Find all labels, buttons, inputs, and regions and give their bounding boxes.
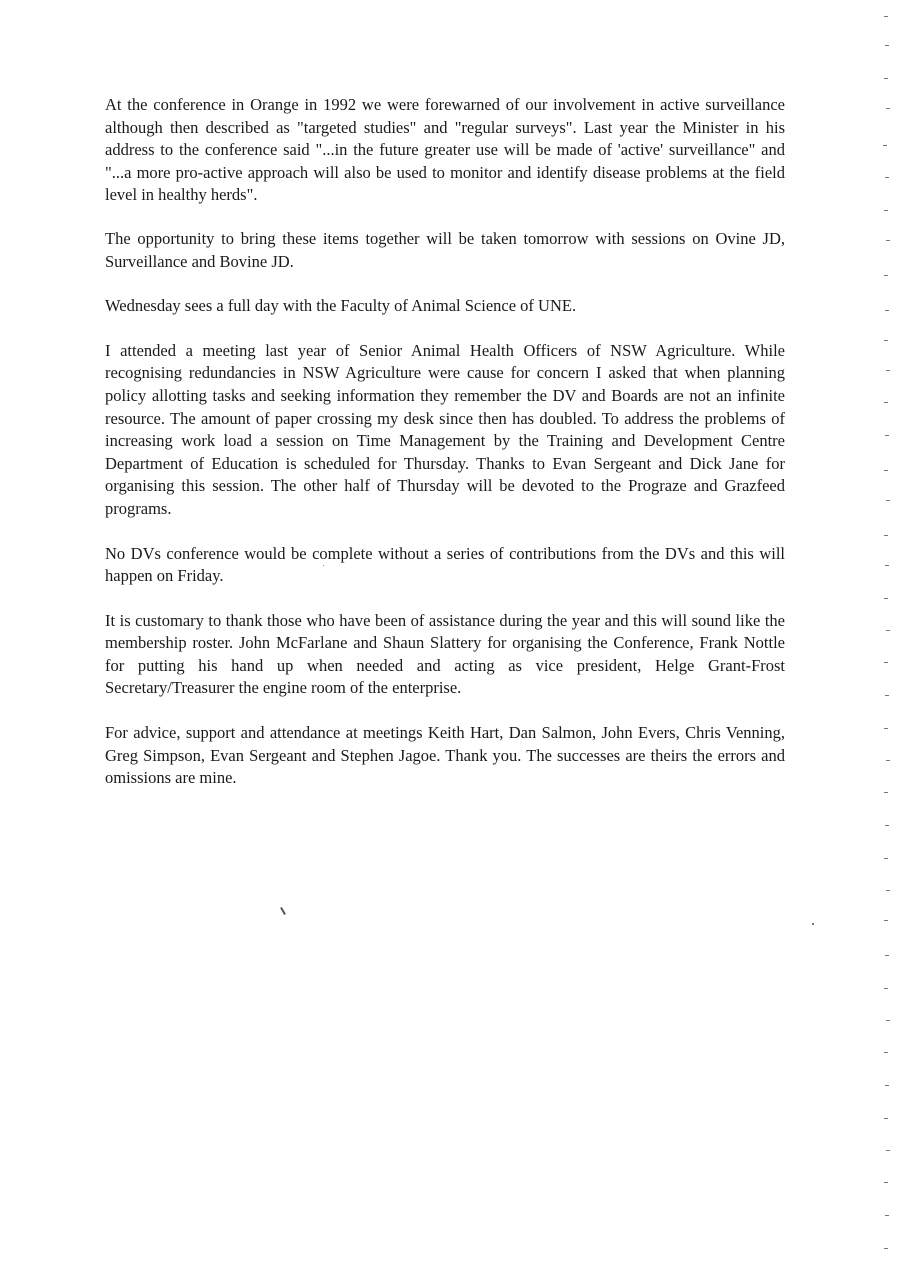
paragraph-advice-support: For advice, support and attendance at meetings Keith Hart, Dan Salmon, John Evers, Chris Venning, Greg Simpson, Evan Sergeant and Stephen Jagoe. Thank you. The successes are theirs the errors and omissions are mine.	[105, 723, 785, 788]
paragraph-meeting: I attended a meeting last year of Senior Animal Health Officers of NSW Agriculture. While recognising redundancies in NSW Agriculture were cause for concern I asked that when planning policy allotting tasks and seeking information they remember the DV and Boards are not an infinite resource. The amount of paper crossing my desk since then has doubled. To address the problems of increasing work load a session on Time Management by the Training and Development Centre Department of Education is scheduled for Thursday. Thanks to Evan Sergeant and Dick Jane for organising this session. The other half of Thursday will be devoted to the Prograze and Grazfeed programs.	[105, 340, 785, 518]
scan-stray-dot	[323, 565, 324, 566]
paragraph-thanks: It is customary to thank those who have been of assistance during the year and this will sound like the membership roster. John McFarlane and Shaun Slattery for organising the Conference, Frank Nottle for putting his hand up when needed and acting as vice president, Helge Grant-Frost Secretary/Treasurer the engine room of the enterprise.	[105, 610, 785, 698]
paragraph-conference-orange: At the conference in Orange in 1992 we were forewarned of our involvement in active surveillance although then described as "targeted studies" and "regular surveys". Last year the Minister in his address to the conference said "...in the future greater use will be made of 'active' surveillance" and "...a more pro-active approach will also be used to monitor and identify disease problems at the field level in healthy herds".	[105, 95, 785, 205]
body-text	[105, 94, 785, 812]
paragraph-opportunity: The opportunity to bring these items together will be taken tomorrow with sessions on Ovine JD, Surveillance and Bovine JD.	[105, 228, 785, 271]
scan-margin-artifacts	[880, 0, 900, 1279]
scan-stray-mark	[280, 907, 286, 915]
paragraph-dvs-conference: No DVs conference would be complete without a series of contributions from the DVs and this will happen on Friday.	[105, 543, 785, 586]
scan-stray-dot	[812, 923, 814, 925]
paragraph-wednesday: Wednesday sees a full day with the Faculty of Animal Science of UNE.	[105, 296, 577, 316]
